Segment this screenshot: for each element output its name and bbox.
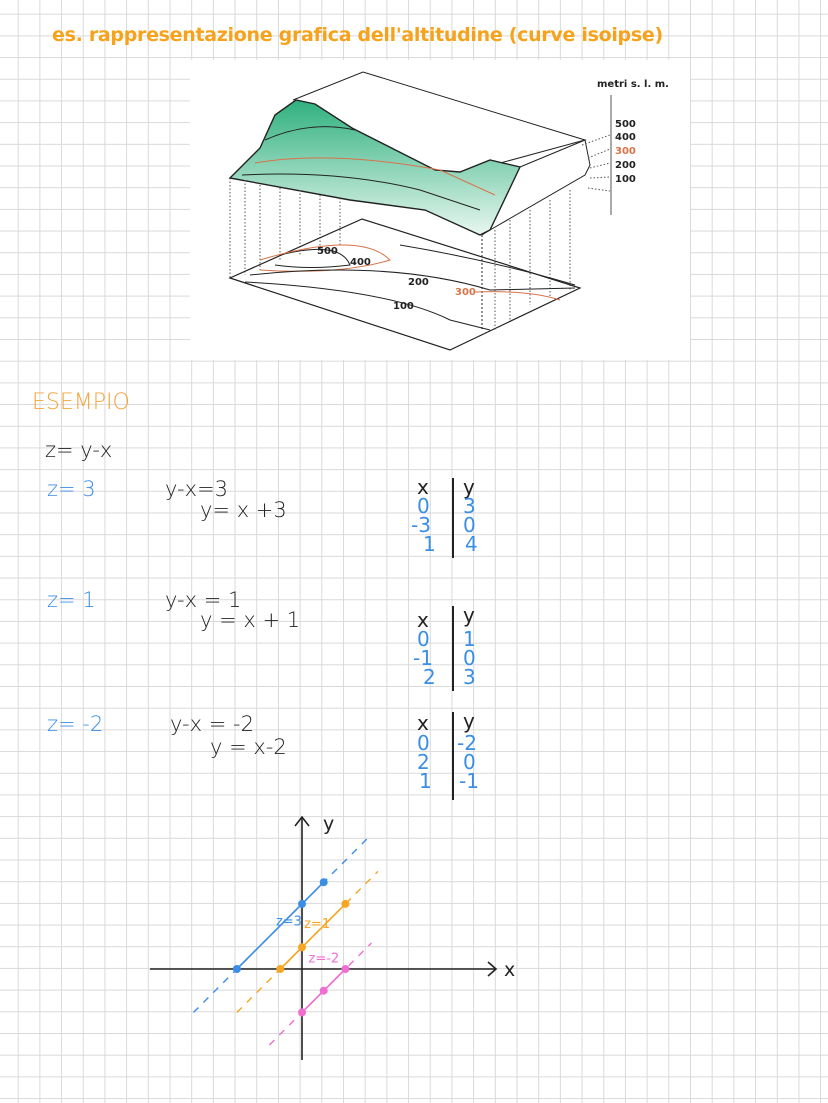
table-cell: 2 — [423, 665, 436, 689]
function-definition: z= y-x — [45, 438, 113, 462]
scale-level: 100 — [615, 174, 636, 185]
table-cell: 0 — [417, 627, 430, 651]
data-point — [320, 878, 328, 886]
y-axis-label: y — [323, 813, 335, 835]
table-cell: 0 — [463, 646, 476, 670]
z-value: z= -2 — [47, 712, 104, 736]
map-label: 200 — [408, 277, 429, 288]
table-cell: -1 — [459, 769, 479, 793]
y-axis — [295, 817, 309, 1060]
value-table — [413, 603, 495, 691]
table-cell: 1 — [423, 532, 436, 556]
table-cell: -2 — [457, 731, 477, 755]
table-cell: 4 — [465, 532, 478, 556]
scale-level: 500 — [615, 119, 636, 130]
unit-label: metri s. l. m. — [597, 79, 669, 90]
data-point — [298, 943, 306, 951]
table-cell: 0 — [417, 494, 430, 518]
equation: y= x +3 — [200, 498, 287, 522]
equation: y-x = 1 — [165, 588, 242, 612]
data-point — [233, 965, 241, 973]
terrain-3d-illustration — [190, 60, 690, 360]
isoipse-diagram — [190, 60, 690, 360]
table-header-x: x — [417, 608, 429, 632]
value-table — [415, 709, 495, 800]
page-title: es. rappresentazione grafica dell'altitudine (curve isoipse) — [52, 24, 663, 46]
equation: y-x = -2 — [170, 712, 254, 736]
x-axis-label: x — [504, 959, 516, 981]
level-curves-graph — [140, 800, 540, 1060]
scale-level: 400 — [615, 132, 636, 143]
table-cell: -1 — [413, 646, 433, 670]
table-header-x: x — [417, 711, 429, 735]
table-cell: -3 — [411, 513, 431, 537]
z-value: z= 1 — [47, 588, 96, 612]
series-label: z=1 — [304, 916, 331, 932]
table-cell: 1 — [463, 627, 476, 651]
table-cell: 3 — [463, 494, 476, 518]
table-cell: 0 — [463, 750, 476, 774]
example-heading: ESEMPIO — [32, 390, 130, 415]
equation: y = x + 1 — [200, 608, 301, 632]
table-cell: 2 — [417, 750, 430, 774]
table-cell: 0 — [417, 731, 430, 755]
z-value: z= 3 — [47, 477, 96, 501]
map-label: 500 — [317, 246, 338, 257]
map-label: 100 — [393, 301, 414, 312]
table-cell: 1 — [419, 769, 432, 793]
data-point — [298, 900, 306, 908]
table-header-x: x — [417, 475, 429, 499]
data-point — [276, 965, 284, 973]
table-header-y: y — [463, 475, 475, 499]
data-point — [341, 965, 349, 973]
equation: y-x=3 — [165, 477, 229, 501]
map-label: 400 — [350, 257, 371, 268]
equation: y = x-2 — [210, 735, 287, 759]
data-point — [341, 900, 349, 908]
series-label: z=-2 — [308, 951, 340, 967]
scale-level: 300 — [615, 146, 636, 157]
table-cell: 0 — [463, 513, 476, 537]
table-cell: 3 — [463, 665, 476, 689]
map-label: 300 — [455, 287, 476, 298]
value-table — [411, 475, 495, 558]
data-point — [298, 1008, 306, 1016]
scale-level: 200 — [615, 160, 636, 171]
series-label: z=3 — [275, 914, 302, 930]
data-point — [320, 987, 328, 995]
table-header-y: y — [463, 603, 475, 627]
table-header-y: y — [463, 709, 475, 733]
